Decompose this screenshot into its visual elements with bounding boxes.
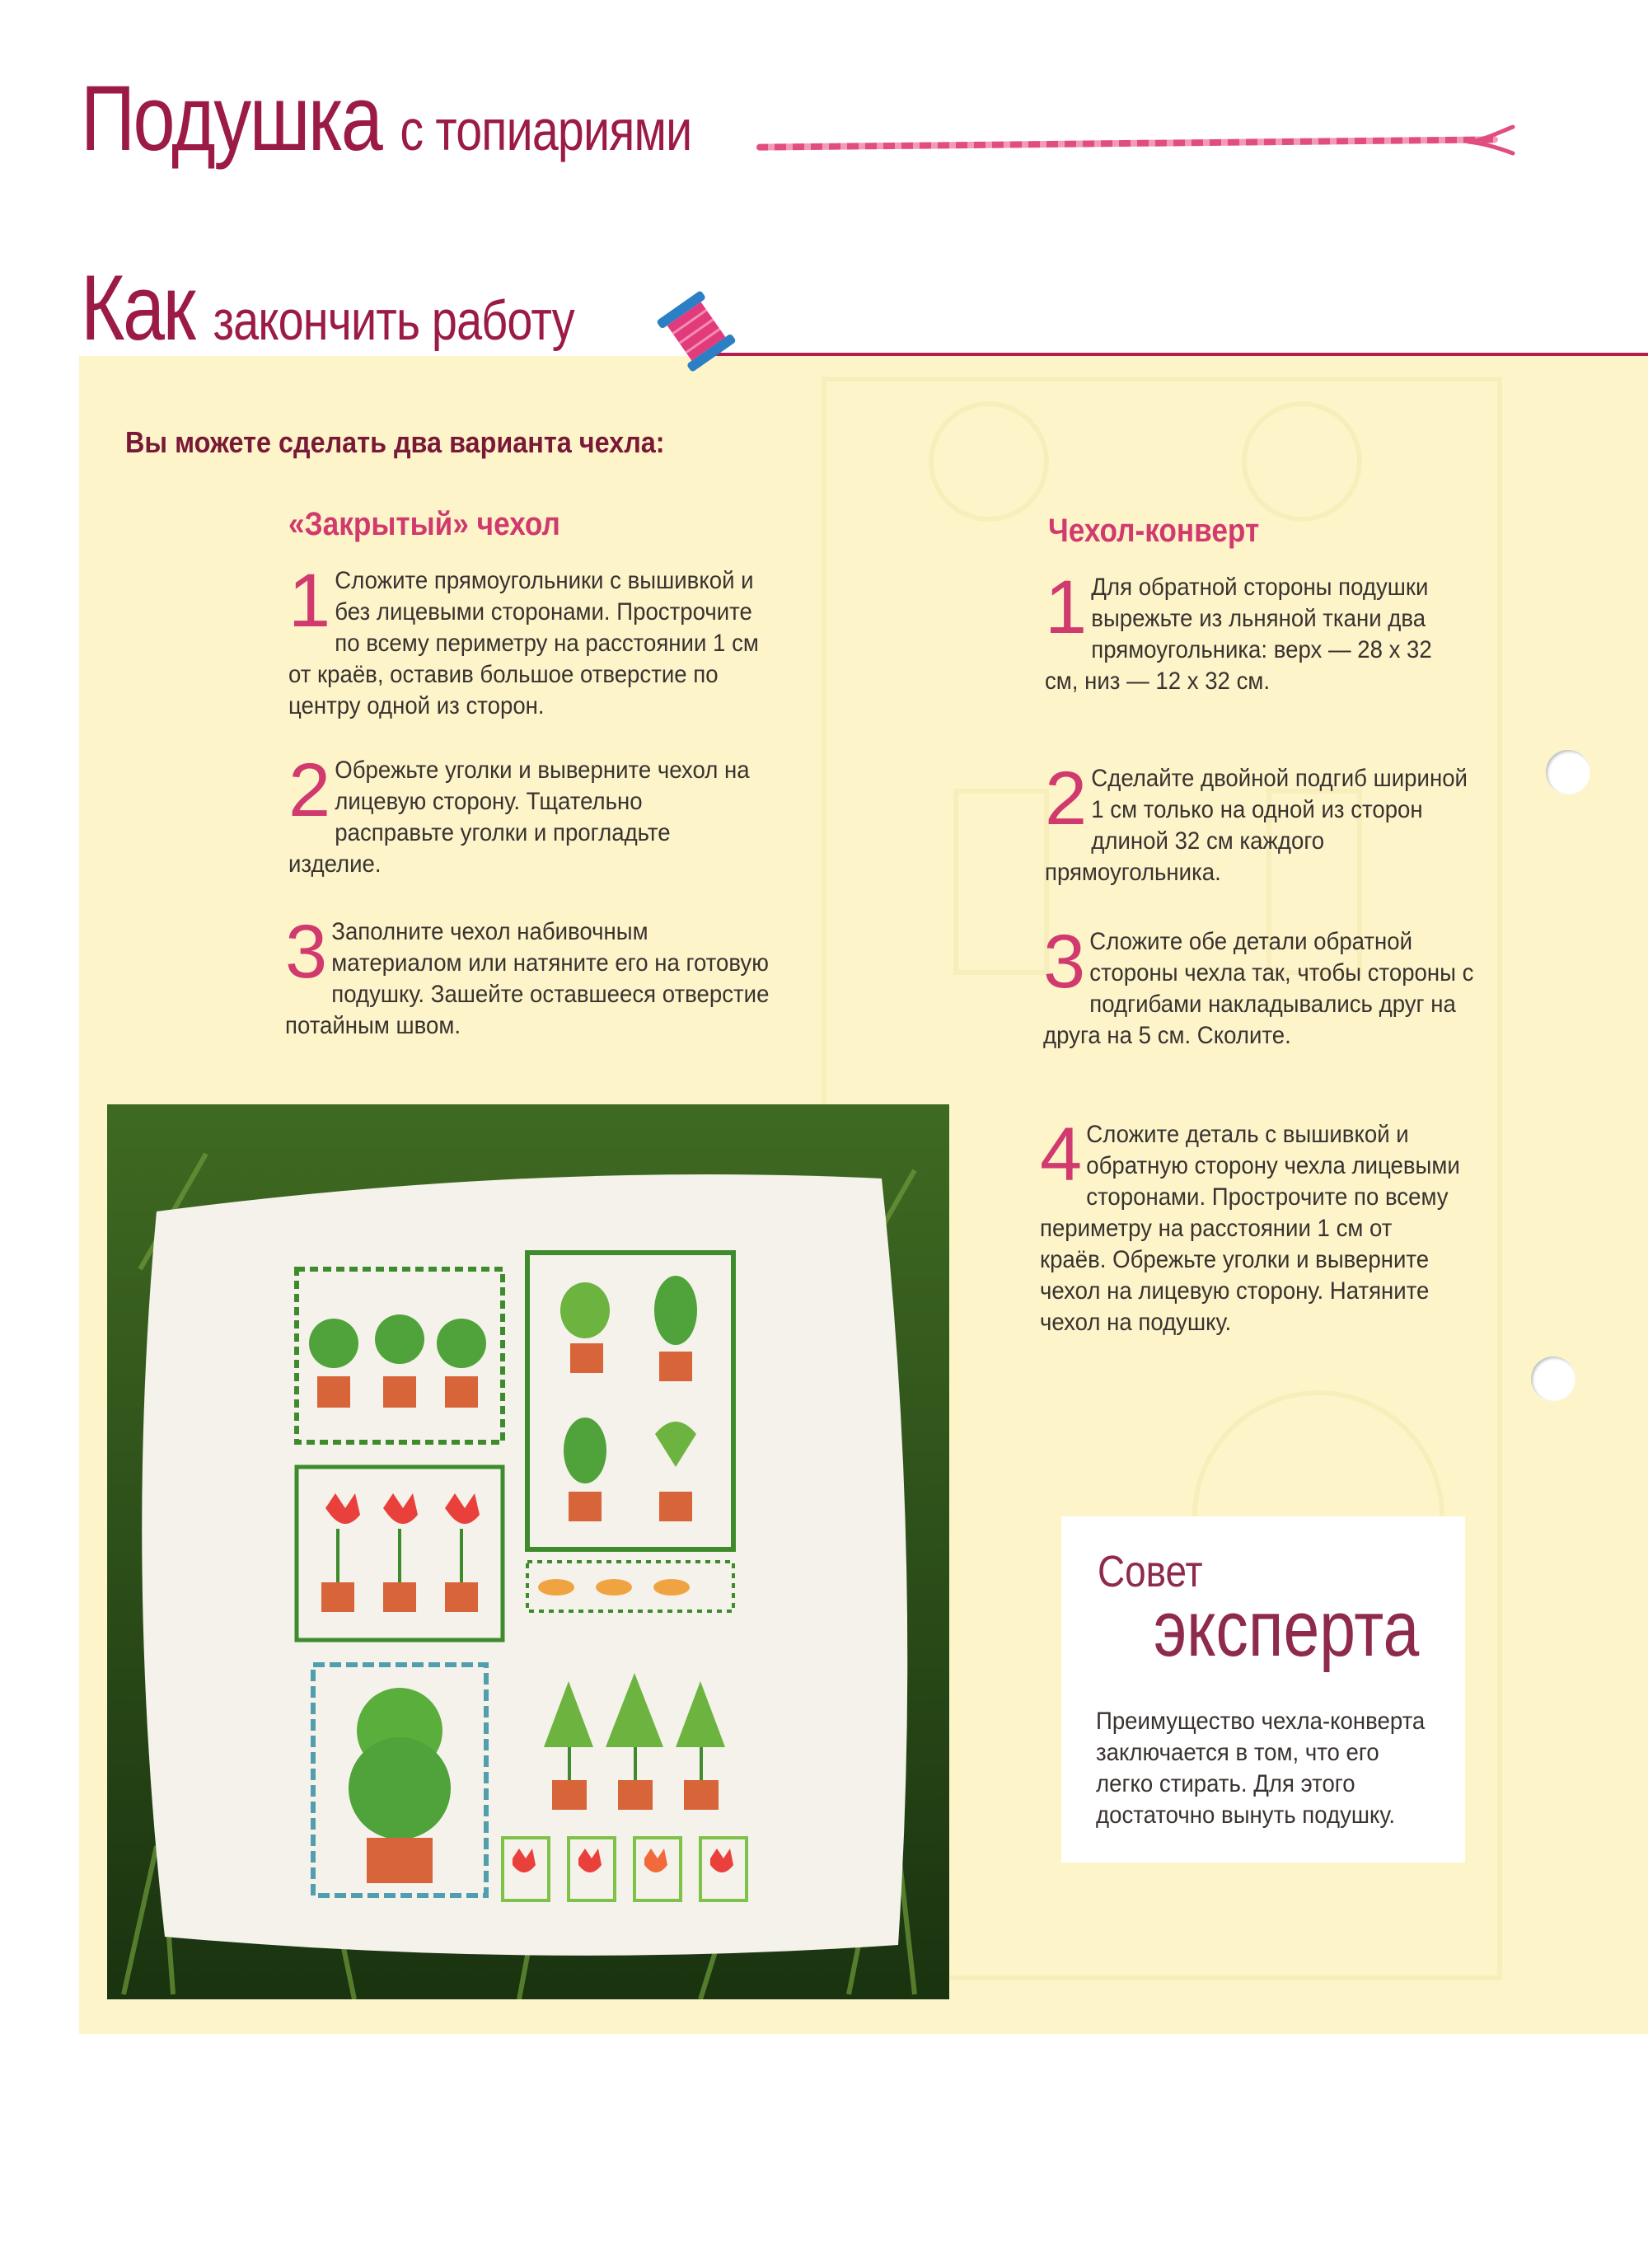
page-title xyxy=(81,67,692,170)
decorative-thread-line xyxy=(756,136,1498,150)
step-text: Сложите прямоугольники с вышивкой и без лицевыми сторонами. Прострочите по всему периметру на расстоянии 1 см от краёв, оставив большое отверстие по центру одной из сторон. xyxy=(288,567,759,719)
pillow-illustration xyxy=(107,1104,949,1999)
section-heading-main: Как xyxy=(81,256,194,359)
closed-step-3 xyxy=(285,910,821,1042)
envelope-step-3 xyxy=(1043,920,1521,1052)
step-text: Заполните чехол набивочным материалом или натяните его на готовую подушку. Зашейте оставшееся отверстие потайным швом. xyxy=(285,918,770,1039)
step-text: Сделайте двойной подгиб шириной 1 см только на одной из сторон длиной 32 см каждого прямоугольника. xyxy=(1045,765,1468,886)
page-title-sub: с топиариями xyxy=(400,98,692,162)
closed-step-1 xyxy=(288,559,808,722)
step-text: Сложите деталь с вышивкой и обратную сторону чехла лицевыми сторонами. Прострочите по всему периметру на расстоянии 1 см от краёв. Обрежьте уголки и выверните чехол на лицевую сторону. Натяните чехол на подушку. xyxy=(1040,1121,1460,1336)
step-text: Сложите обе детали обратной стороны чехла так, чтобы стороны с подгибами накладывались друг на друга на 5 см. Сколите. xyxy=(1043,928,1474,1049)
tip-text: Преимущество чехла-конверта заключается в том, что его легко стирать. Для этого достаточно вынуть подушку. xyxy=(1096,1708,1426,1829)
pillow-photo xyxy=(107,1104,949,1999)
step-number: 3 xyxy=(1043,920,1086,1004)
section-divider xyxy=(709,353,1648,356)
intro-text: Вы можете сделать два варианта чехла: xyxy=(125,425,665,459)
thread-spool-icon xyxy=(651,290,742,373)
step-text: Обрежьте уголки и выверните чехол на лицевую сторону. Тщательно расправьте уголки и прогладьте изделие. xyxy=(288,757,750,878)
envelope-step-2 xyxy=(1045,757,1506,888)
step-number: 1 xyxy=(288,559,331,643)
tip-title: эксперта xyxy=(1154,1585,1420,1673)
envelope-step-4 xyxy=(1040,1113,1501,1338)
tip-kicker: Совет xyxy=(1098,1547,1203,1596)
binder-hole xyxy=(1531,1357,1575,1401)
page-title-main: Подушка xyxy=(81,67,382,170)
step-number: 4 xyxy=(1040,1113,1083,1197)
step-number: 1 xyxy=(1045,565,1088,649)
section-heading xyxy=(81,256,574,359)
step-number: 3 xyxy=(285,910,328,994)
thread-tail-icon xyxy=(1467,124,1516,157)
closed-cover-heading: «Закрытый» чехол xyxy=(288,506,560,542)
envelope-step-1 xyxy=(1045,565,1490,697)
step-number: 2 xyxy=(288,748,331,832)
step-text: Для обратной стороны подушки вырежьте из льняной ткани два прямоугольника: верх — 28 х 32 см, низ — 12 х 32 см. xyxy=(1045,574,1432,695)
binder-hole xyxy=(1546,750,1590,794)
step-number: 2 xyxy=(1045,757,1088,841)
envelope-cover-heading: Чехол-конверт xyxy=(1048,513,1260,549)
section-heading-sub: закончить работу xyxy=(213,289,574,352)
closed-step-2 xyxy=(288,748,808,880)
